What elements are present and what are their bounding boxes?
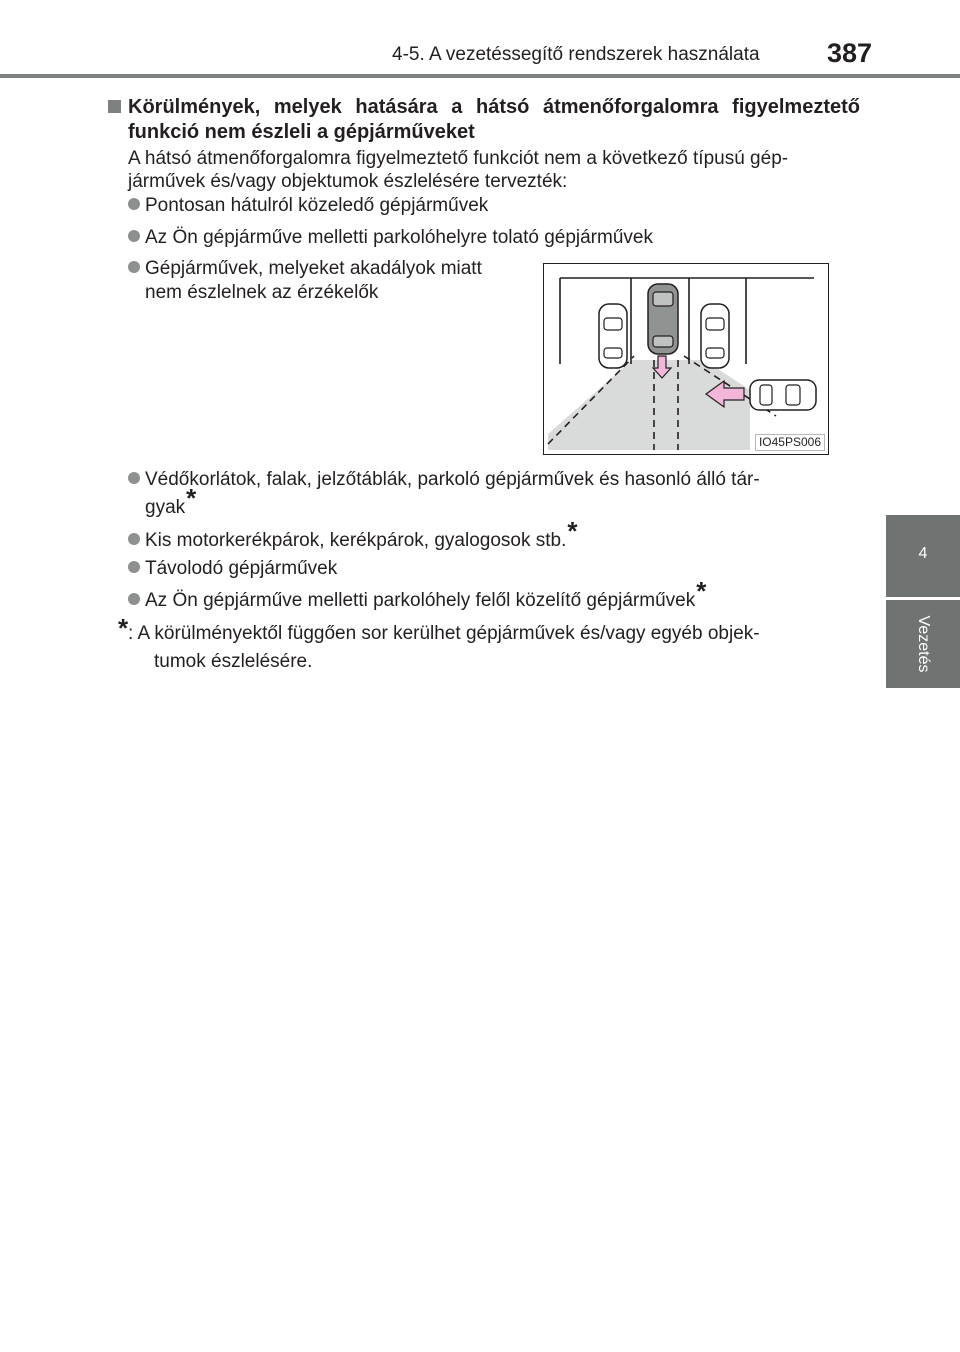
list-item bbox=[128, 226, 653, 250]
footnote-asterisk: * bbox=[118, 613, 129, 643]
asterisk-mark: * bbox=[567, 516, 578, 546]
list-item bbox=[128, 557, 337, 581]
section-heading bbox=[108, 95, 860, 145]
figure-code: IO45PS006 bbox=[755, 434, 825, 451]
bullet-text: Kis motorkerékpárok, kerékpárok, gyalogosok stb. bbox=[145, 530, 567, 551]
list-item bbox=[128, 576, 707, 613]
bullet-text: Az Ön gépjárműve melletti parkolóhely felől közelítő gépjárművek bbox=[145, 590, 696, 611]
list-item bbox=[128, 516, 578, 553]
bullet-dot-icon bbox=[128, 561, 140, 573]
parked-car-left bbox=[599, 304, 627, 368]
bullet-text: Az Ön gépjárműve melletti parkolóhelyre tolató gépjárművek bbox=[145, 227, 653, 248]
bullet-dot-icon bbox=[128, 533, 140, 545]
page-number: 387 bbox=[827, 38, 873, 68]
chapter-label: Vezetés bbox=[915, 615, 932, 673]
bullet-dot-icon bbox=[128, 198, 140, 210]
approaching-car bbox=[750, 380, 816, 410]
heading-square-icon bbox=[108, 100, 121, 113]
heading-text: Körülmények, melyek hatására a hátsó átmenőforgalomra figyelmeztető funkció nem észleli a gépjárműveket bbox=[128, 96, 860, 143]
parking-illustration bbox=[544, 264, 828, 454]
list-item bbox=[128, 257, 518, 305]
header-rule bbox=[0, 74, 960, 78]
bullet-dot-icon bbox=[128, 230, 140, 242]
asterisk-mark: * bbox=[696, 576, 707, 606]
chapter-tab bbox=[886, 515, 960, 597]
bullet-dot-icon bbox=[128, 593, 140, 605]
intro-paragraph: A hátsó átmenőforgalomra figyelmeztető funkciót nem a következő típusú gép-járművek és/vagy objektumok észlelésére tervezték: bbox=[128, 148, 789, 192]
footnote-text-continued: tumok észlelésére. bbox=[154, 651, 313, 672]
sensor-zone-right bbox=[678, 360, 750, 450]
footnote-text: : A körülményektől függően sor kerülhet gépjárművek és/vagy egyéb objek- bbox=[128, 623, 760, 644]
chapter-label-tab bbox=[886, 600, 960, 688]
bullet-text: Pontosan hátulról közeledő gépjárművek bbox=[145, 195, 489, 216]
chapter-number: 4 bbox=[918, 545, 928, 562]
bullet-text: Távolodó gépjárművek bbox=[145, 558, 338, 579]
bullet-text-continued: gyak bbox=[145, 497, 186, 518]
footnote bbox=[118, 613, 860, 676]
bullet-dot-icon bbox=[128, 472, 140, 484]
header-section-title: 4-5. A vezetéssegítő rendszerek használata bbox=[392, 44, 760, 65]
own-car-reversing bbox=[648, 284, 678, 354]
bullet-text-continued: nem észlelnek az érzékelők bbox=[145, 282, 379, 303]
list-item bbox=[128, 194, 488, 218]
illustration-parking-lot bbox=[543, 263, 829, 455]
list-item bbox=[128, 468, 858, 520]
bullet-text: Védőkorlátok, falak, jelzőtáblák, parkoló gépjárművek és hasonló álló tár- bbox=[145, 469, 760, 490]
parked-car-right bbox=[701, 304, 729, 368]
bullet-dot-icon bbox=[128, 261, 140, 273]
asterisk-mark: * bbox=[186, 483, 197, 513]
bullet-text: Gépjárművek, melyeket akadályok miatt bbox=[145, 258, 482, 279]
sensor-zone-left bbox=[548, 360, 656, 450]
